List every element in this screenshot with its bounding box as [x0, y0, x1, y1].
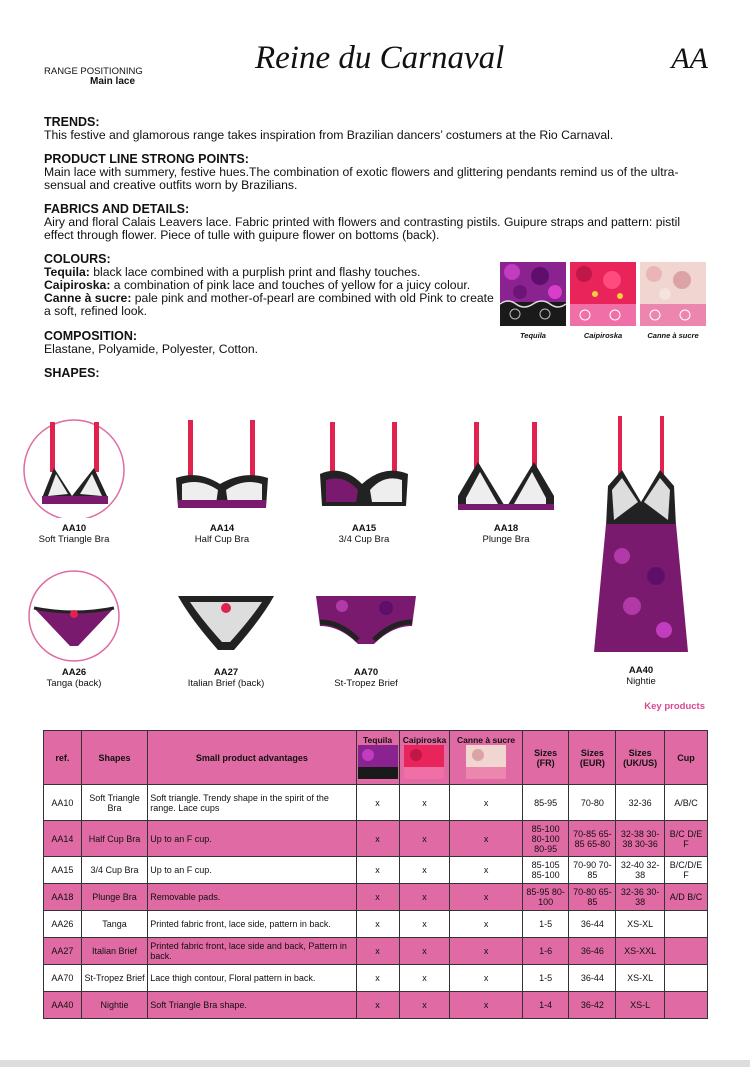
swatch-tequila-label: Tequila — [520, 331, 546, 340]
swatch-tequila-image — [500, 262, 566, 326]
row-shape: Tanga — [81, 911, 147, 938]
row-adv: Lace thigh contour, Floral pattern in back. — [148, 965, 356, 992]
table-row — [44, 785, 708, 821]
row-uk: XS-L — [616, 992, 665, 1019]
row-ref: AA18 — [44, 884, 82, 911]
shape-aa14-caption: AA14 Half Cup Bra — [194, 523, 250, 545]
row-fr: 85-100 80-100 80-95 — [522, 821, 569, 857]
trends-section — [44, 116, 710, 142]
shape-aa18-caption: AA18 Plunge Bra — [482, 523, 530, 545]
row-c1: x — [356, 992, 399, 1019]
colour-tequila: Tequila: black lace combined with a purplish print and flashy touches. — [44, 265, 421, 279]
row-eur: 70-80 — [569, 785, 616, 821]
tanga-image — [20, 570, 128, 662]
st-tropez-brief-image — [312, 578, 420, 662]
shape-aa27 — [172, 578, 280, 689]
strong-points-text: Main lace with summery, festive hues.The combination of exotic flowers and glittering pendants remind us of the ultra-sensual and creative outfits worn by Brazilians. — [44, 165, 679, 192]
row-c3: x — [450, 857, 522, 884]
fabrics-section — [44, 203, 710, 242]
row-eur: 70-85 65-85 65-80 — [569, 821, 616, 857]
shape-aa10-caption: AA10 Soft Triangle Bra — [38, 523, 110, 545]
col-advantages: Small product advantages — [148, 731, 356, 785]
row-eur: 70-90 70-85 — [569, 857, 616, 884]
row-shape: Soft Triangle Bra — [81, 785, 147, 821]
trends-heading: TRENDS: — [44, 115, 100, 129]
row-eur: 36-44 — [569, 911, 616, 938]
row-c3: x — [450, 821, 522, 857]
shape-aa15 — [310, 418, 418, 545]
table-row — [44, 911, 708, 938]
row-fr: 1-5 — [522, 965, 569, 992]
row-c2: x — [399, 785, 450, 821]
row-adv: Up to an F cup. — [148, 857, 356, 884]
row-shape: 3/4 Cup Bra — [81, 857, 147, 884]
table-row — [44, 992, 708, 1019]
shape-aa70-caption: AA70 St-Tropez Brief — [334, 667, 398, 689]
row-eur: 36-42 — [569, 992, 616, 1019]
row-eur: 36-44 — [569, 965, 616, 992]
col-caipiroska: Caipiroska — [399, 731, 450, 785]
row-uk: 32-40 32-38 — [616, 857, 665, 884]
row-c3: x — [450, 884, 522, 911]
half-cup-bra-image — [168, 418, 276, 518]
swatch-tequila — [500, 262, 566, 340]
row-eur: 70-80 65-85 — [569, 884, 616, 911]
row-cup — [665, 911, 708, 938]
composition-heading: COMPOSITION: — [44, 329, 138, 343]
nightie-image — [592, 416, 690, 660]
table-row — [44, 821, 708, 857]
row-c2: x — [399, 965, 450, 992]
row-c2: x — [399, 884, 450, 911]
col-tequila: Tequila — [356, 731, 399, 785]
range-positioning-label: RANGE POSITIONING — [44, 66, 143, 77]
trends-text: This festive and glamorous range takes inspiration from Brazilian dancers’ costumers at the Rio Carnaval. — [44, 128, 614, 142]
row-c1: x — [356, 857, 399, 884]
row-uk: 32-36 30-38 — [616, 884, 665, 911]
table-row — [44, 884, 708, 911]
row-shape: Plunge Bra — [81, 884, 147, 911]
row-adv: Printed fabric front, lace side, pattern in back. — [148, 911, 356, 938]
shape-aa18 — [452, 418, 560, 545]
col-ref: ref. — [44, 731, 82, 785]
row-eur: 36-46 — [569, 938, 616, 965]
shape-aa40-caption: AA40 Nightie — [626, 665, 656, 687]
row-c1: x — [356, 785, 399, 821]
colours-heading: COLOURS: — [44, 252, 111, 266]
row-cup: B/C D/E F — [665, 821, 708, 857]
shape-aa40 — [592, 416, 690, 687]
shape-aa26 — [20, 570, 128, 689]
row-c2: x — [399, 992, 450, 1019]
soft-triangle-bra-image — [20, 418, 128, 518]
tequila-swatch-icon — [358, 745, 398, 779]
row-ref: AA70 — [44, 965, 82, 992]
table-row — [44, 965, 708, 992]
col-shapes: Shapes — [81, 731, 147, 785]
shape-aa15-caption: AA15 3/4 Cup Bra — [338, 523, 390, 545]
strong-points-heading: PRODUCT LINE STRONG POINTS: — [44, 152, 249, 166]
canne-swatch-icon — [466, 745, 506, 779]
table-row — [44, 938, 708, 965]
swatch-caipiroska-image — [570, 262, 636, 326]
swatch-canne-label: Canne à sucre — [647, 331, 699, 340]
row-cup — [665, 938, 708, 965]
row-uk: 32-38 30-38 30-36 — [616, 821, 665, 857]
colour-canne: Canne à sucre: pale pink and mother-of-pearl are combined with old Pink to create a soft, refined look. — [44, 291, 494, 318]
row-uk: XS-XL — [616, 965, 665, 992]
row-cup — [665, 992, 708, 1019]
row-fr: 85-95 — [522, 785, 569, 821]
footer-bar — [0, 1060, 750, 1067]
row-c3: x — [450, 992, 522, 1019]
strong-points-section — [44, 153, 710, 192]
row-fr: 85-95 80-100 — [522, 884, 569, 911]
page-title: Reine du Carnaval — [255, 40, 505, 76]
row-c1: x — [356, 884, 399, 911]
col-sizes-uk: Sizes (UK/US) — [616, 731, 665, 785]
row-c3: x — [450, 785, 522, 821]
row-ref: AA40 — [44, 992, 82, 1019]
row-ref: AA15 — [44, 857, 82, 884]
italian-brief-image — [172, 578, 280, 662]
shape-aa70 — [312, 578, 420, 689]
table-row — [44, 857, 708, 884]
row-cup: A/D B/C — [665, 884, 708, 911]
row-fr: 85-105 85-100 — [522, 857, 569, 884]
row-c3: x — [450, 911, 522, 938]
col-sizes-fr: Sizes (FR) — [522, 731, 569, 785]
row-ref: AA14 — [44, 821, 82, 857]
range-code: AA — [671, 42, 708, 75]
shape-aa26-caption: AA26 Tanga (back) — [46, 667, 102, 689]
shapes-heading: SHAPES: — [44, 366, 100, 380]
row-cup: B/C/D/E F — [665, 857, 708, 884]
row-uk: 32-36 — [616, 785, 665, 821]
row-adv: Printed fabric front, lace side and back, Pattern in back. — [148, 938, 356, 965]
row-cup — [665, 965, 708, 992]
colours-section — [44, 253, 494, 318]
row-ref: AA27 — [44, 938, 82, 965]
row-c3: x — [450, 965, 522, 992]
swatch-caipiroska-label: Caipiroska — [583, 331, 623, 340]
col-cup: Cup — [665, 731, 708, 785]
row-c2: x — [399, 938, 450, 965]
caipiroska-swatch-icon — [404, 745, 444, 779]
row-adv: Soft triangle. Trendy shape in the spirit of the range. Lace cups — [148, 785, 356, 821]
row-c1: x — [356, 938, 399, 965]
row-c2: x — [399, 857, 450, 884]
swatch-caipiroska — [570, 262, 636, 340]
fabrics-heading: FABRICS AND DETAILS: — [44, 202, 190, 216]
row-fr: 1-6 — [522, 938, 569, 965]
swatch-canne-image — [640, 262, 706, 326]
row-adv: Up to an F cup. — [148, 821, 356, 857]
row-c2: x — [399, 911, 450, 938]
row-shape: Half Cup Bra — [81, 821, 147, 857]
row-c1: x — [356, 821, 399, 857]
row-c3: x — [450, 938, 522, 965]
col-sizes-eur: Sizes (EUR) — [569, 731, 616, 785]
shape-aa14 — [168, 418, 276, 545]
row-c1: x — [356, 911, 399, 938]
row-uk: XS-XXL — [616, 938, 665, 965]
row-ref: AA10 — [44, 785, 82, 821]
col-canne: Canne à sucre — [450, 731, 522, 785]
shape-aa27-caption: AA27 Italian Brief (back) — [187, 667, 265, 689]
key-products-label: Key products — [644, 701, 705, 712]
fabrics-text: Airy and floral Calais Leavers lace. Fabric printed with flowers and contrasting pistils. Guipure straps and pattern: pistil effect through flower. Piece of tulle with guipure flower on bottoms (back). — [44, 215, 681, 242]
row-ref: AA26 — [44, 911, 82, 938]
row-shape: Italian Brief — [81, 938, 147, 965]
table-header-row — [44, 731, 708, 785]
product-table — [43, 730, 708, 1019]
row-shape: Nightie — [81, 992, 147, 1019]
row-shape: St-Tropez Brief — [81, 965, 147, 992]
row-cup: A/B/C — [665, 785, 708, 821]
row-adv: Soft Triangle Bra shape. — [148, 992, 356, 1019]
three-quarter-cup-bra-image — [310, 418, 418, 518]
composition-text: Elastane, Polyamide, Polyester, Cotton. — [44, 342, 259, 356]
row-adv: Removable pads. — [148, 884, 356, 911]
swatch-canne — [640, 262, 706, 340]
colour-caipiroska: Caipiroska: a combination of pink lace and touches of yellow for a juicy colour. — [44, 278, 471, 292]
row-c2: x — [399, 821, 450, 857]
shape-aa10 — [20, 418, 128, 545]
row-fr: 1-4 — [522, 992, 569, 1019]
plunge-bra-image — [452, 418, 560, 518]
range-type: Main lace — [90, 76, 136, 87]
row-fr: 1-5 — [522, 911, 569, 938]
row-uk: XS-XL — [616, 911, 665, 938]
row-c1: x — [356, 965, 399, 992]
